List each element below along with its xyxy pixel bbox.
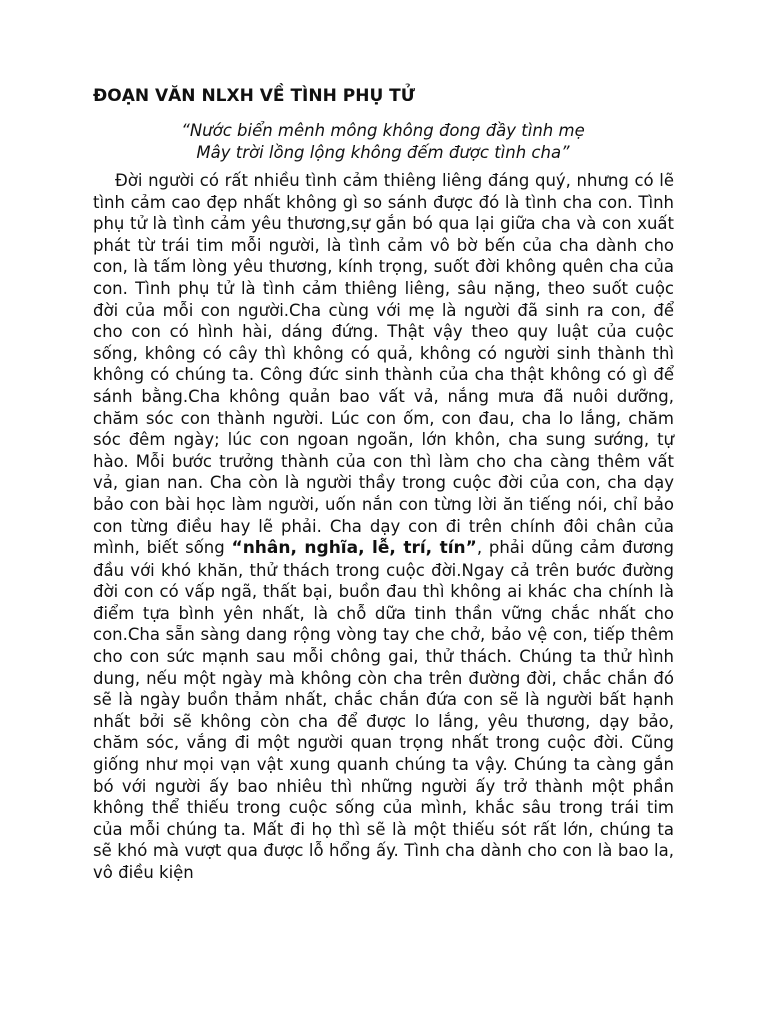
essay-paragraph xyxy=(93,170,674,884)
quote-line-1: “Nước biển mênh mông không đong đầy tình mẹ xyxy=(181,121,585,140)
virtues-highlight: “nhân, nghĩa, lễ, trí, tín” xyxy=(231,538,477,559)
paragraph-text-part-2: , phải dũng cảm đương đầu với khó khăn, thử thách trong cuộc đời.Ngay cả trên bước đường đời con có vấp ngã, thất bại, buồn đau thì không ai khác cha chính là điểm tựa bình yên nhất, là chỗ dữa tinh thần vững chắc nhất cho con.Cha sẵn sàng dang rộng vòng tay che chở, bảo vệ con, tiếp thêm cho con sức mạnh sau mỗi chông gai, thử thách. Chúng ta thử hình dung, nếu một ngày mà không còn cha trên đường đời, chắc chắn đó sẽ là ngày buồn thảm nhất, chắc chắn đứa con sẽ là người bất hạnh nhất bởi sẽ không còn cha để được lo lắng, yêu thương, dạy bảo, chăm sóc, vắng đi một người quan trọng nhất trong cuộc đời. Cũng giống như mọi vạn vật xung quanh chúng ta vậy. Chúng ta càng gắn bó với người ấy bao nhiêu thì những người ấy trở thành một phần không thể thiếu trong cuộc sống của mình, khắc sâu trong trái tim của mỗi chúng ta. Mất đi họ thì sẽ là một thiếu sót rất lớn, chúng ta sẽ khó mà vượt qua được lỗ hổng ấy. Tình cha dành cho con là bao la, vô điều kiện xyxy=(93,538,674,882)
quote-line-2: Mây trời lồng lộng không đếm được tình cha” xyxy=(196,143,570,162)
paragraph-text-part-1: Đời người có rất nhiều tình cảm thiêng liêng đáng quý, nhưng có lẽ tình cảm cao đẹp nhất không gì so sánh được đó là tình cha con. Tình phụ tử là tình cảm yêu thương,sự gắn bó qua lại giữa cha và con xuất phát từ trái tim mỗi người, là tình cảm vô bờ bến của cha dành cho con, là tấm lòng yêu thương, kính trọng, suốt đời không quên cha của con. Tình phụ tử là tình cảm thiêng liêng, sâu nặng, theo suốt cuộc đời của mỗi con người.Cha cùng với mẹ là người đã sinh ra con, để cho con có hình hài, dáng đứng. Thật vậy theo quy luật của cuộc sống, không có cây thì không có quả, không có người sinh thành thì không có chúng ta. Công đức sinh thành của cha thật không có gì để sánh bằng.Cha không quản bao vất vả, nắng mưa đã nuôi dưỡng, chăm sóc con thành người. Lúc con ốm, con đau, cha lo lắng, chăm sóc đêm ngày; lúc con ngoan ngoãn, lớn khôn, cha sung sướng, tự hào. Mỗi bước trưởng thành của con thì làm cho cha càng thêm vất vả, gian nan. Cha còn là người thầy trong cuộc đời của con, cha dạy bảo con bài học làm người, uốn nắn con từng lời ăn tiếng nói, chỉ bảo con từng điều hay lẽ phải. Cha dạy con đi trên chính đôi chân của mình, biết sống xyxy=(93,171,674,558)
document-title: ĐOẠN VĂN NLXH VỀ TÌNH PHỤ TỬ xyxy=(93,86,415,106)
epigraph-quote xyxy=(93,120,673,164)
